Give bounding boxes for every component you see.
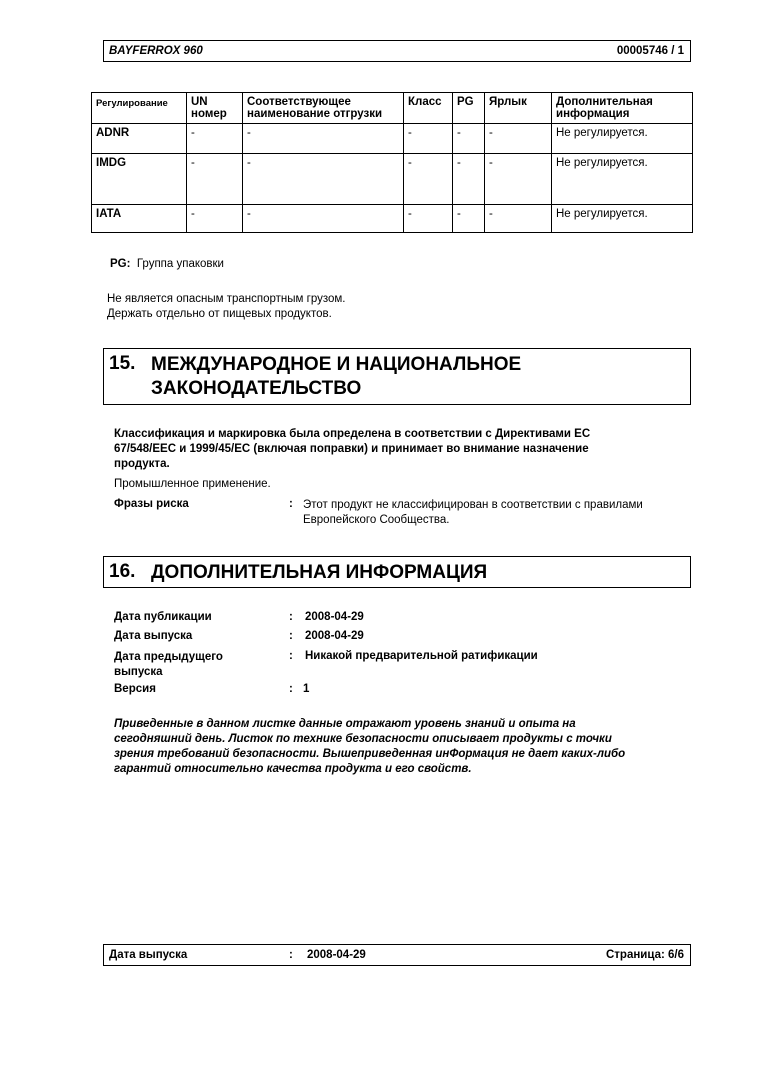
document-header xyxy=(103,40,691,62)
cell: Не регулируется. xyxy=(552,124,693,154)
cell: - xyxy=(485,154,552,205)
text-line: продукта. xyxy=(114,458,170,470)
col-header-class: Класс xyxy=(404,93,453,124)
field-value-version: 1 xyxy=(303,683,310,695)
field-label-issue-date: Дата выпуска xyxy=(114,630,193,642)
risk-phrases-text xyxy=(303,498,643,528)
colon: : xyxy=(289,630,293,642)
row-regulation: IMDG xyxy=(92,154,187,205)
pg-note-text: Группа упаковки xyxy=(136,258,224,270)
cell: - xyxy=(485,205,552,233)
disclaimer-text xyxy=(114,717,625,777)
text-line: Этот продукт не классифицирован в соответствии с правилами xyxy=(303,499,643,511)
cell: Не регулируется. xyxy=(552,154,693,205)
cell: - xyxy=(243,205,404,233)
colon: : xyxy=(289,650,293,662)
footer-date: 2008-04-29 xyxy=(307,949,366,961)
table-header-row xyxy=(92,93,693,124)
cell: - xyxy=(404,124,453,154)
cell: - xyxy=(404,205,453,233)
section-title-line: ЗАКОНОДАТЕЛЬСТВО xyxy=(151,378,362,399)
cell: - xyxy=(404,154,453,205)
risk-phrases-label: Фразы риска xyxy=(114,498,189,510)
row-regulation: IATA xyxy=(92,205,187,233)
table-row xyxy=(92,124,693,154)
cell: - xyxy=(485,124,552,154)
table-row xyxy=(92,154,693,205)
transport-notes xyxy=(107,292,345,322)
colon: : xyxy=(289,611,293,623)
page-number: Страница: 6/6 xyxy=(606,949,684,961)
footer-label: Дата выпуска xyxy=(109,949,188,961)
section-16-heading xyxy=(103,556,691,588)
cell: - xyxy=(243,154,404,205)
section-title-line: МЕЖДУНАРОДНОЕ И НАЦИОНАЛЬНОЕ xyxy=(151,354,522,375)
col-header-un: UN номер xyxy=(187,93,243,124)
text-line: зрения требований безопасности. Вышеприведенная инФормация не дает каких-либо xyxy=(114,748,626,760)
field-value-previous-date: Никакой предварительной ратификации xyxy=(305,650,538,662)
section-15-heading xyxy=(103,348,691,405)
text-line: гарантий относительно качества продукта и его свойств. xyxy=(114,763,472,775)
cell: - xyxy=(453,205,485,233)
col-header-pg: PG xyxy=(453,93,485,124)
text-line: Дата предыдущего xyxy=(114,651,223,663)
text-line: Классификация и маркировка была определена в соответствии с Директивами ЕС xyxy=(114,428,591,440)
cell: - xyxy=(187,154,243,205)
text-line: сегодняшний день. Листок по технике безопасности описывает продукты с точки xyxy=(114,733,612,745)
text-line: Европейского Сообщества. xyxy=(303,514,450,526)
text-line: Приведенные в данном листке данные отражают уровень знаний и опыта на xyxy=(114,718,576,730)
row-regulation: ADNR xyxy=(92,124,187,154)
col-header-shipping-name: Соответствующее наименование отгрузки xyxy=(243,93,404,124)
table-row xyxy=(92,205,693,233)
cell: - xyxy=(187,124,243,154)
transport-table xyxy=(91,92,693,233)
usage-text: Промышленное применение. xyxy=(114,478,271,490)
section-title xyxy=(151,353,521,401)
colon: : xyxy=(289,498,293,510)
pg-note xyxy=(110,258,224,270)
text-line: 67/548/EEC и 1999/45/EC (включая поправки) и принимает во внимание назначение xyxy=(114,443,589,455)
pg-note-label: PG: xyxy=(110,258,131,270)
section-number: 15. xyxy=(109,353,136,374)
section-number: 16. xyxy=(109,561,136,582)
footer-colon: : xyxy=(289,949,293,961)
cell: Не регулируется. xyxy=(552,205,693,233)
document-footer xyxy=(103,944,691,966)
colon: : xyxy=(289,683,293,695)
col-header-label: Ярлык xyxy=(485,93,552,124)
transport-note-line: Держать отдельно от пищевых продуктов. xyxy=(107,308,332,320)
product-name: BAYFERROX 960 xyxy=(109,45,203,57)
section-title: ДОПОЛНИТЕЛЬНАЯ ИНФОРМАЦИЯ xyxy=(151,562,488,583)
transport-note-line: Не является опасным транспортным грузом. xyxy=(107,293,346,305)
field-label-publication-date: Дата публикации xyxy=(114,611,212,623)
cell: - xyxy=(453,154,485,205)
field-label-version: Версия xyxy=(114,683,156,695)
document-number: 00005746 / 1 xyxy=(616,45,684,57)
cell: - xyxy=(187,205,243,233)
cell: - xyxy=(453,124,485,154)
col-header-regulation: Регулирование xyxy=(92,93,187,124)
col-header-additional: Дополнительная информация xyxy=(552,93,693,124)
field-value-issue-date: 2008-04-29 xyxy=(305,630,364,642)
text-line: выпуска xyxy=(114,666,163,678)
field-value-publication-date: 2008-04-29 xyxy=(305,611,364,623)
field-label-previous-date xyxy=(114,650,223,680)
classification-text xyxy=(114,427,590,472)
cell: - xyxy=(243,124,404,154)
